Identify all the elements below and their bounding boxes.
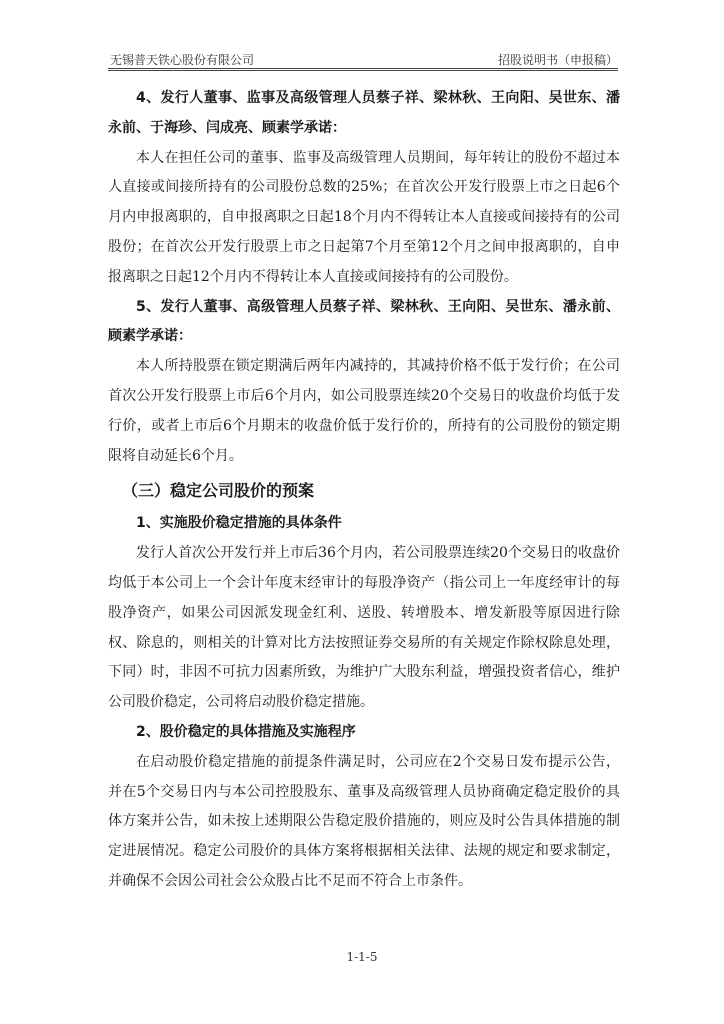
commitment-paragraph-5: 本人所持股票在锁定期满后两年内减持的，其减持价格不低于发行价；在公司首次公开发行股票上市后6个月内，如公司股票连续20个交易日的收盘价均低于发行价，或者上市后6个月期末的收盘价低于发行价的，所持有的公司股份的锁定期限将自动延长6个月。 (108, 358, 620, 464)
subsection-heading-measures: 2、股价稳定的具体措施及实施程序 (136, 723, 356, 740)
header-company-name: 无锡普天铁心股份有限公司 (110, 53, 255, 67)
subsection-paragraph-conditions: 发行人首次公开发行并上市后36个月内，若公司股票连续20个交易日的收盘价均低于本公司上一个会计年度末经审计的每股净资产（指公司上一年度经审计的每股净资产，如果公司因派发现金红利、送股、转增股本、增发新股等原因进行除权、除息的，则相关的计算对比方法按照证券交易所的有关规定作除权除息处理，下同）时，非因不可抗力因素所致，为维护广大股东利益，增强投资者信心，维护公司股价稳定，公司将启动股价稳定措施。 (108, 545, 620, 711)
section-title-stabilization: （三）稳定公司股价的预案 (122, 481, 315, 501)
subsection-paragraph-measures: 在启动股价稳定措施的前提条件满足时，公司应在2个交易日发布提示公告，并在5个交易日内与本公司控股股东、董事及高级管理人员协商确定稳定股价的具体方案并公告，如未按上述期限公告稳定股价措施的，则应及时公告具体措施的制定进展情况。稳定公司股价的具体方案将根据相关法律、法规的规定和要求制定，并确保不会因公司社会公众股占比不足而不符合上市条件。 (108, 753, 620, 889)
page-header (108, 49, 618, 67)
header-divider (108, 68, 618, 71)
commitment-heading-4: 4、发行人董事、监事及高级管理人员蔡子祥、梁林秋、王向阳、吴世东、潘永前、于海珍、闫成亮、顾素学承诺： (108, 90, 620, 136)
page-number: 1-1-5 (346, 950, 378, 964)
subsection-heading-conditions: 1、实施股价稳定措施的具体条件 (136, 515, 342, 532)
document-body (108, 84, 620, 897)
header-document-title: 招股说明书（申报稿） (497, 53, 618, 67)
commitment-heading-5: 5、发行人董事、高级管理人员蔡子祥、梁林秋、王向阳、吴世东、潘永前、顾素学承诺： (108, 298, 620, 345)
commitment-paragraph-4: 本人在担任公司的董事、监事及高级管理人员期间，每年转让的股份不超过本人直接或间接所持有的公司股份总数的25%；在首次公开发行股票上市之日起6个月内申报离职的，自申报离职之日起18个月内不得转让本人直接或间接持有的公司股份；在首次公开发行股票上市之日起第7个月至第12个月之间申报离职的，自申报离职之日起12个月内不得转让本人直接或间接持有的公司股份。 (108, 149, 620, 285)
